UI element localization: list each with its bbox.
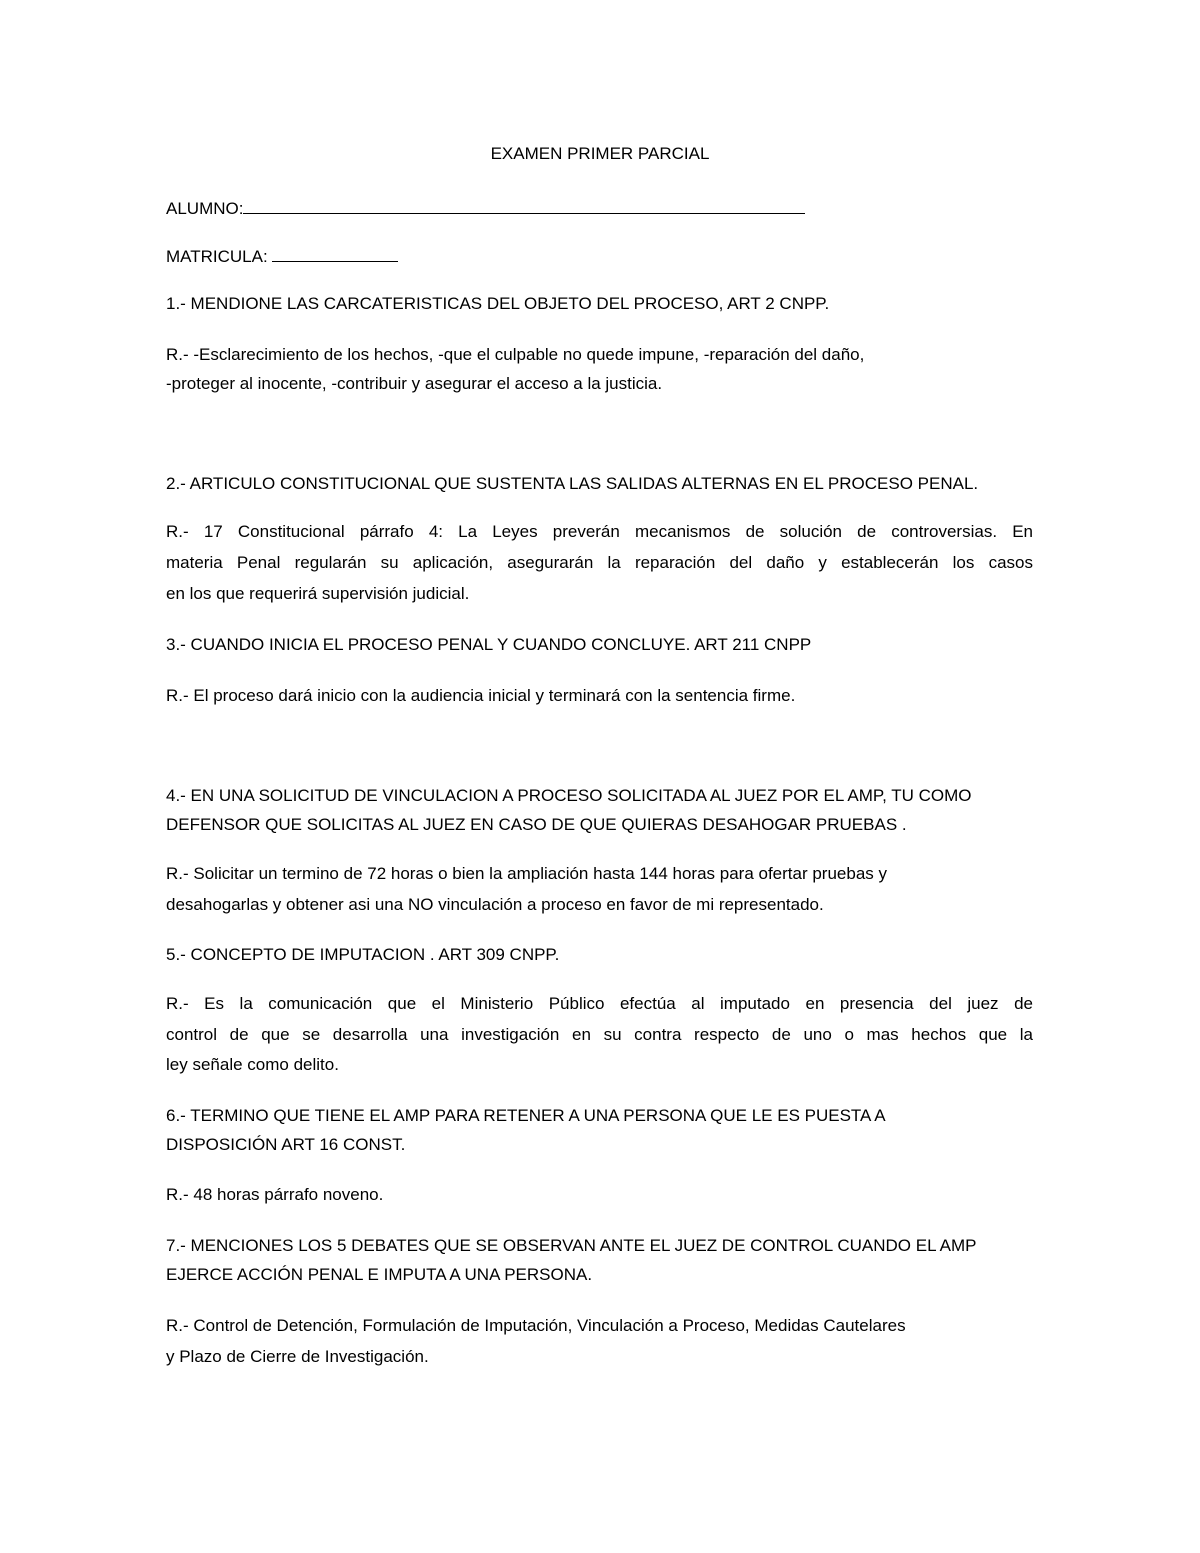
question-2: 2.- ARTICULO CONSTITUCIONAL QUE SUSTENTA LAS SALIDAS ALTERNAS EN EL PROCESO PENAL.: [166, 474, 979, 493]
answer-4-line-2: desahogarlas y obtener asi una NO vinculación a proceso en favor de mi representado.: [166, 895, 824, 914]
question-7-line-2: EJERCE ACCIÓN PENAL E IMPUTA A UNA PERSONA.: [166, 1265, 593, 1284]
answer-7-line-1: R.- Control de Detención, Formulación de Imputación, Vinculación a Proceso, Medidas Cautelares: [166, 1316, 906, 1335]
matricula-label: MATRICULA:: [166, 247, 268, 266]
matricula-blank[interactable]: [272, 244, 398, 262]
question-6-line-2: DISPOSICIÓN ART 16 CONST.: [166, 1135, 406, 1154]
question-4-line-2: DEFENSOR QUE SOLICITAS AL JUEZ EN CASO DE QUE QUIERAS DESAHOGAR PRUEBAS .: [166, 815, 907, 834]
answer-3-line-1: R.- El proceso dará inicio con la audiencia inicial y terminará con la sentencia firme.: [166, 686, 796, 705]
answer-4-line-1: R.- Solicitar un termino de 72 horas o bien la ampliación hasta 144 horas para ofertar pruebas y: [166, 864, 888, 883]
exam-title: EXAMEN PRIMER PARCIAL: [490, 144, 710, 163]
answer-2-line-1: R.- 17 Constitucional párrafo 4: La Leyes preverán mecanismos de solución de controversias. En: [166, 522, 1033, 541]
answer-5-line-2: control de que se desarrolla una investigación en su contra respecto de uno o mas hechos que la: [166, 1025, 1033, 1044]
answer-1-line-1: R.- -Esclarecimiento de los hechos, -que el culpable no quede impune, -reparación del daño,: [166, 345, 865, 364]
alumno-blank[interactable]: [243, 196, 805, 214]
answer-5-line-3: ley señale como delito.: [166, 1055, 339, 1074]
question-6-line-1: 6.- TERMINO QUE TIENE EL AMP PARA RETENER A UNA PERSONA QUE LE ES PUESTA A: [166, 1106, 886, 1125]
matricula-line: [166, 244, 398, 268]
alumno-label: ALUMNO:: [166, 199, 244, 218]
answer-1-line-2: -proteger al inocente, -contribuir y asegurar el acceso a la justicia.: [166, 374, 663, 393]
question-5: 5.- CONCEPTO DE IMPUTACION . ART 309 CNPP.: [166, 945, 560, 964]
question-4-line-1: 4.- EN UNA SOLICITUD DE VINCULACION A PROCESO SOLICITADA AL JUEZ POR EL AMP, TU COMO: [166, 786, 972, 805]
answer-2-line-3: en los que requerirá supervisión judicial.: [166, 584, 470, 603]
answer-7-line-2: y Plazo de Cierre de Investigación.: [166, 1347, 429, 1366]
question-3: 3.- CUANDO INICIA EL PROCESO PENAL Y CUANDO CONCLUYE. ART 211 CNPP: [166, 635, 812, 654]
question-7-line-1: 7.- MENCIONES LOS 5 DEBATES QUE SE OBSERVAN ANTE EL JUEZ DE CONTROL CUANDO EL AMP: [166, 1236, 977, 1255]
answer-2-line-2: materia Penal regularán su aplicación, asegurarán la reparación del daño y establecerán los casos: [166, 553, 1033, 572]
question-1: 1.- MENDIONE LAS CARCATERISTICAS DEL OBJETO DEL PROCESO, ART 2 CNPP.: [166, 294, 830, 313]
answer-6-line-1: R.- 48 horas párrafo noveno.: [166, 1185, 384, 1204]
answer-5-line-1: R.- Es la comunicación que el Ministerio Público efectúa al imputado en presencia del juez de: [166, 994, 1033, 1013]
alumno-line: [166, 196, 805, 220]
